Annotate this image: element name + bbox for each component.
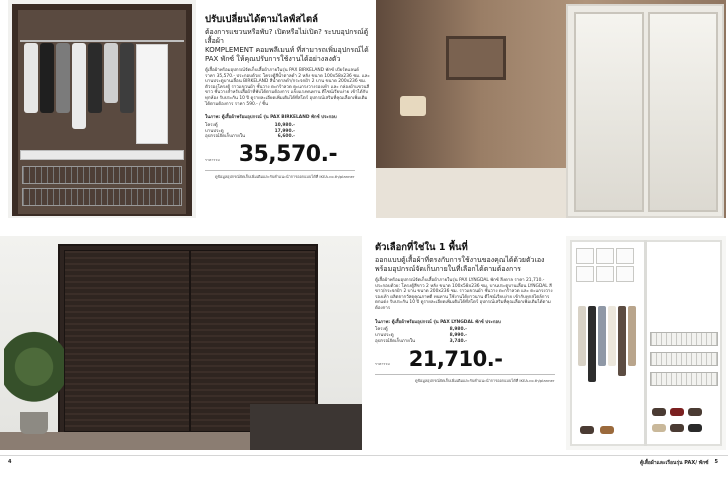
photo-dark-sliding-wardrobe [0, 236, 362, 450]
summary-row-label: โครงตู้ [375, 327, 388, 333]
summary-row-label: อุปกรณ์จัดเก็บภายใน [205, 134, 245, 140]
block2-summary [375, 320, 561, 345]
block1-lead [205, 28, 370, 64]
footer-divider [0, 455, 728, 456]
block1-text [205, 14, 370, 179]
block1-price-box [205, 142, 370, 167]
summary-row-label: บานประตู [375, 332, 394, 338]
block2-price-box [375, 347, 561, 371]
block2-price: 21,710.- [408, 346, 503, 371]
summary-row-amount: 17,990.- [274, 128, 295, 134]
page-number-left: 4 [8, 459, 12, 465]
block2-divider [375, 374, 555, 375]
block1-summary [205, 115, 370, 140]
block2-summary-label: ในภาพ: ตู้เสื้อผ้าพร้อมอุปกรณ์ รุ่น PAX LYNGDAL พักซ์ ประกอบ [375, 319, 501, 325]
block1-title: ปรับเปลี่ยนได้ตามไลฟ์สไตล์ [205, 14, 318, 25]
summary-row-amount: 8,980.- [449, 327, 467, 333]
photo-open-wardrobe-interior [8, 0, 196, 218]
summary-row-amount: 10,980.- [274, 122, 295, 128]
block2-lead-line: ออกแบบตู้เสื้อผ้าที่ตรงกับการใช้งานของคุณได้ด้วยตัวเอง [375, 256, 545, 264]
summary-row-amount: 8,990.- [449, 332, 467, 338]
block2-body: ตู้เสื้อผ้าพร้อมอุปกรณ์จัดเก็บเสื้อผ้าภายในรุ่น PAX LYNGDAL พักซ์ ลึงดาล ราคา 21,710.- ประกอบด้วย: โครงตู้สีขาว 2 หลัง ขนาด 100x58x236 ซม. บานประตูบานเลื่อน LYNGDAL สีขาว/กระจกฝ้า 2 บาน ขนาด 200x236 ซม. ราวแขวนผ้า ชั้นวาง ตะกร้าลวด และ ตะแกรงวางรองเท้า ผลิตจากวัสดุคุณภาพดี ทนทาน ใช้งานได้ยาวนาน ดีไซน์เรียบง่าย เข้ากับทุกสไตล์การตกแต่ง รับประกัน 10 ปี ดูรายละเอียดเพิ่มเติมได้ที่สโตร์ อุปกรณ์เสริมที่คุณเลือกเพิ่มเติมได้ตามต้องการ [375, 278, 553, 311]
block2-lead [375, 256, 561, 274]
block2-note: ดูข้อมูลอุปกรณ์จัดเก็บเพิ่มเติมและรับคำแนะนำการออกแบบได้ที่ IKEA.co.th/planner [415, 377, 555, 383]
summary-row-amount: 3,740.- [449, 338, 467, 344]
footer-section-title: ตู้เสื้อผ้าและเรือนรุ่น PAX/ พักซ์ [639, 460, 709, 466]
block2-text [375, 242, 561, 383]
block1-summary-label: ในภาพ: ตู้เสื้อผ้าพร้อมอุปกรณ์ รุ่น PAX BIRKELAND พักซ์ ประกอบ [205, 115, 337, 121]
block1-price: 35,570.- [238, 142, 338, 168]
block1-summary-row [205, 134, 295, 140]
summary-row-label: บานประตู [205, 128, 224, 134]
block2-lead-line: พร้อมอุปกรณ์จัดเก็บภายในที่เลือกได้ตามต้องการ [375, 265, 521, 273]
block1-lead-line: ต้องการแขวนหรือพับ? เปิดหรือไม่เปิด? ระบบอุปกรณ์ตู้เสื้อผ้า [205, 28, 369, 45]
block2-price-label: ราคารวม [375, 361, 390, 366]
photo-white-wardrobe-organiser [566, 236, 726, 450]
block2-summary-row [375, 339, 467, 345]
block2-title: ตัวเลือกที่ใช่ใน 1 พื้นที่ [375, 242, 468, 253]
summary-row-label: อุปกรณ์จัดเก็บภายใน [375, 338, 415, 344]
summary-row-label: โครงตู้ [205, 122, 218, 128]
photo-bedroom-glass-wardrobe [376, 0, 726, 218]
block1-body: ตู้เสื้อผ้าพร้อมอุปกรณ์จัดเก็บเสื้อผ้าภายในรุ่น PAX BIRKELAND พักซ์ เบียร์คแลนด์ ราคา 35,570.- ประกอบด้วย: โครงตู้สีน้ำตาลดำ 2 หลัง ขนาด 100x58x236 ซม. และ บานประตูบานเลื่อน BIRKELAND สีน้ำตาลดำ/กระจกฝ้า 2 บาน ขนาด 200x236 ซม. ตัวรองโครงตู้ ราวแขวนผ้า ชั้นวาง ตะกร้าลวด ตะแกรงวางรองเท้า และ กล่องผ้าแขวนสีขาว ชั้นวางสำหรับเสื้อผ้าที่พับได้ตามต้องการ แข็งแรงทนทาน ดีไซน์เรียบง่าย เข้าได้กับทุกห้อง รับประกัน 10 ปี ดูรายละเอียดเพิ่มเติมได้ที่สโตร์ อุปกรณ์เสริมที่คุณเลือกเพิ่มเติมได้ตามต้องการ ราคา 590.- / ชิ้น [205, 68, 370, 107]
block1-price-label: ราคารวม [205, 158, 220, 163]
block1-divider [205, 170, 355, 171]
summary-row-amount: 6,600.- [277, 134, 295, 140]
page-number-right: 5 [714, 459, 718, 465]
footer-right [640, 459, 718, 467]
block1-lead-line: PAX พักซ์ ให้คุณปรับการใช้งานได้อย่างลงตัว [205, 55, 341, 63]
block1-note: ดูข้อมูลอุปกรณ์จัดเก็บเพิ่มเติมและรับคำแนะนำการออกแบบได้ที่ IKEA.co.th/planner [215, 174, 355, 180]
block1-lead-line: KOMPLEMENT คอมพลีเมนท์ ที่สามารถเพิ่มอุปกรณ์ได้ [205, 46, 369, 54]
